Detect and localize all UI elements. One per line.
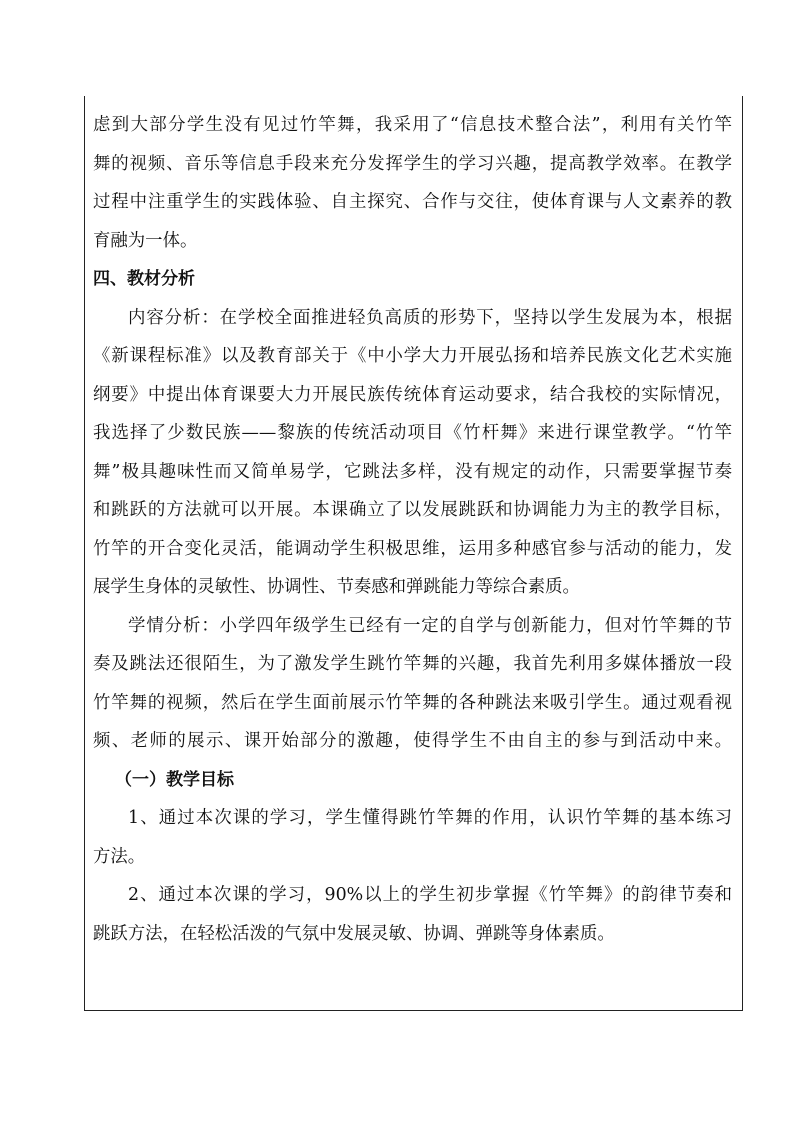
intro-line: 舞的视频、音乐等信息手段来充分发挥学生的学习兴趣，提高教学效率。在教学 [93,153,732,174]
content-analysis-line: 舞”极具趣味性而又简单易学，它跳法多样，没有规定的动作，只需要掌握节奏 [93,461,732,482]
objective-two-line: 跳跃方法，在轻松活泼的气氛中发展灵敏、协调、弹跳等身体素质。 [93,923,615,944]
content-analysis-line: 《新课程标准》以及教育部关于《中小学大力开展弘扬和培养民族文化艺术实施 [93,346,732,366]
document-table-cell [84,96,743,1011]
objective-one-line: 方法。 [93,846,146,867]
objective-one-line: 1、通过本次课的学习，学生懂得跳竹竿舞的作用，认识竹竿舞的基本练习 [128,808,732,828]
content-analysis-line: 竹竿的开合变化灵活，能调动学生积极思维，运用多种感官参与活动的能力，发 [93,538,732,559]
content-analysis-line: 和跳跃的方法就可以开展。本课确立了以发展跳跃和协调能力为主的教学目标， [93,500,732,520]
intro-line: 虑到大部分学生没有见过竹竿舞，我采用了“信息技术整合法”，利用有关竹竿 [93,115,732,135]
learner-analysis-line: 学情分析：小学四年级学生已经有一定的自学与创新能力，但对竹竿舞的节 [128,615,732,636]
learner-analysis-line: 奏及跳法还很陌生，为了激发学生跳竹竿舞的兴趣，我首先利用多媒体播放一段 [93,654,732,674]
content-analysis-line: 展学生身体的灵敏性、协调性、节奏感和弹跳能力等综合素质。 [93,577,580,597]
intro-line: 过程中注重学生的实践体验、自主探究、合作与交往，使体育课与人文素养的教 [93,192,732,212]
section-heading-teaching-objectives: （一）教学目标 [115,769,234,790]
content-analysis-line: 内容分析：在学校全面推进轻负高质的形势下，坚持以学生发展为本，根据 [128,307,732,328]
learner-analysis-line: 频、老师的展示、课开始部分的激趣，使得学生不由自主的参与到活动中来。 [93,731,732,751]
content-analysis-line: 纲要》中提出体育课要大力开展民族传统体育运动要求，结合我校的实际情况， [93,384,732,405]
objective-two-line: 2、通过本次课的学习，90%以上的学生初步掌握《竹竿舞》的韵律节奏和 [128,885,732,905]
content-analysis-line: 我选择了少数民族——黎族的传统活动项目《竹杆舞》来进行课堂教学。“竹竿 [93,423,732,443]
learner-analysis-line: 竹竿舞的视频，然后在学生面前展示竹竿舞的各种跳法来吸引学生。通过观看视 [93,692,732,713]
intro-line: 育融为一体。 [93,230,198,251]
section-heading-textbook-analysis: 四、教材分析 [93,269,195,289]
